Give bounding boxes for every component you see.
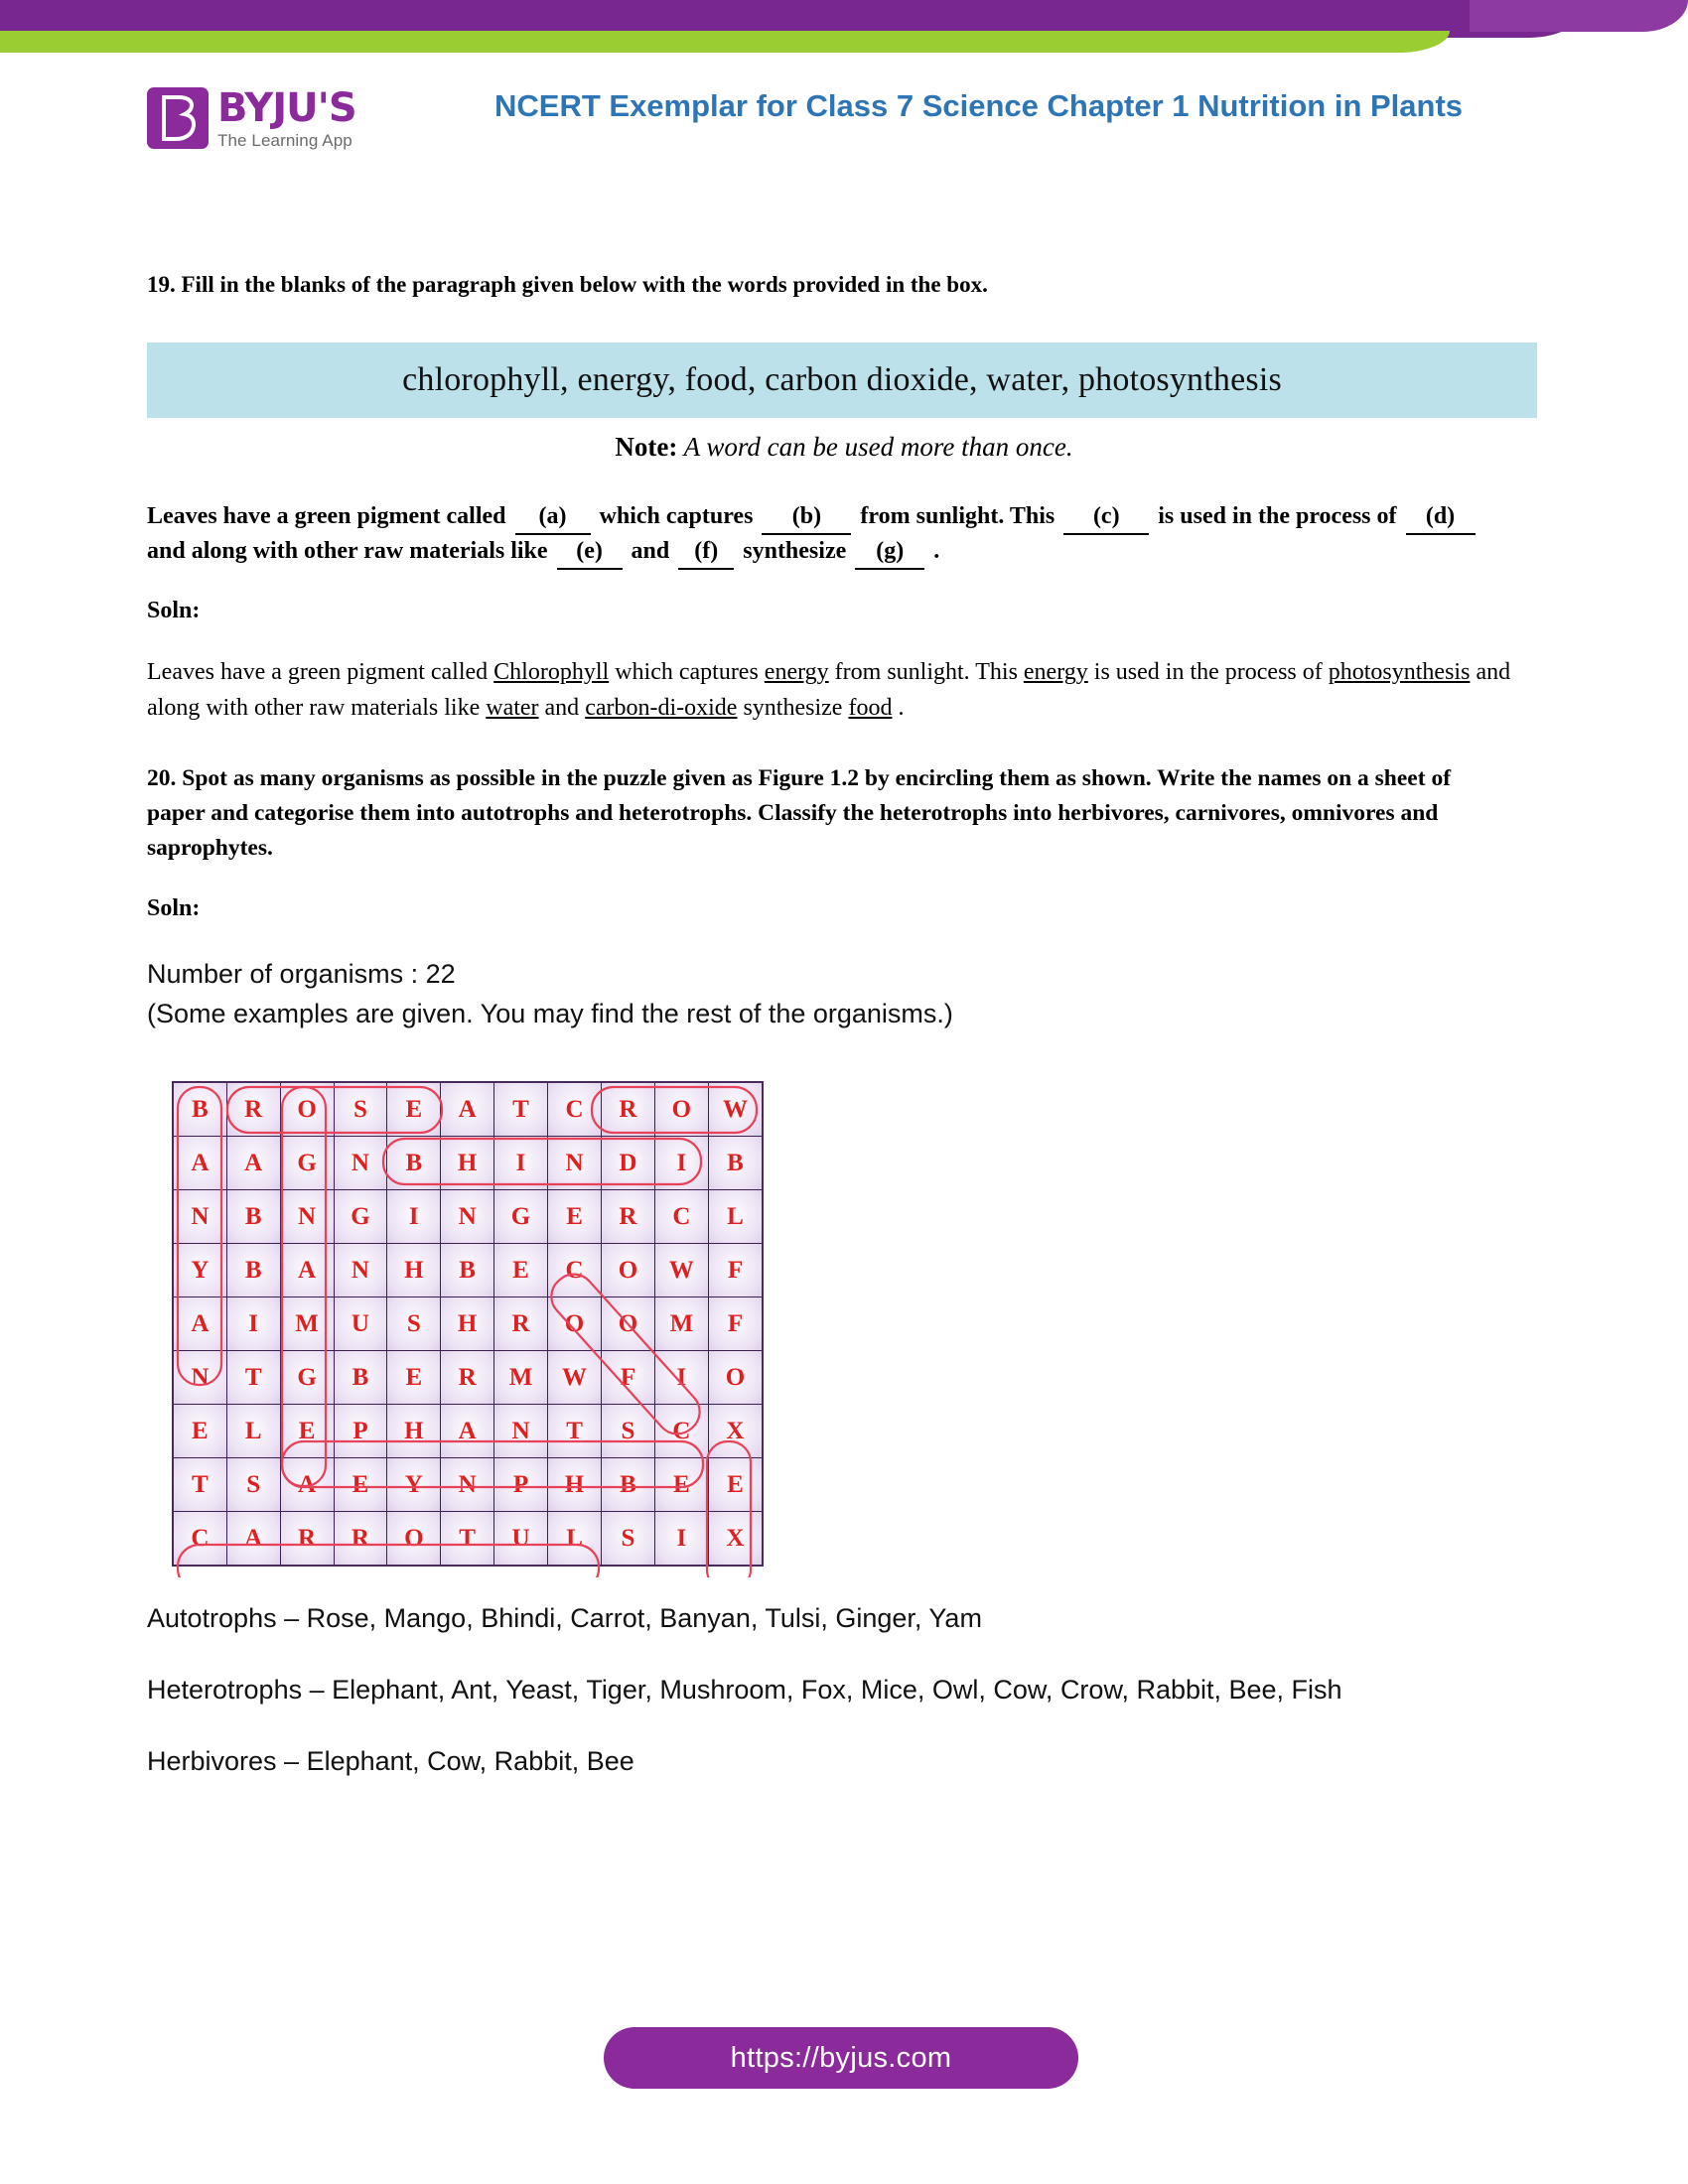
puzzle-cell-r7c1[interactable]: E [173,1405,226,1458]
puzzle-row [173,1190,763,1244]
puzzle-cell-r9c9[interactable]: S [602,1512,655,1567]
puzzle-cell-r4c8[interactable]: C [548,1244,602,1297]
ans-seg-8: . [898,695,905,721]
ans-seg-6: and [544,695,580,721]
blank-d[interactable]: (d) [1406,500,1476,535]
word-search-puzzle [172,1081,764,1567]
question-20-soln-label: Soln: [147,895,201,921]
herbivores-line: Herbivores – Elephant, Cow, Rabbit, Bee [147,1746,634,1776]
puzzle-cell-r3c3[interactable]: N [280,1190,334,1244]
puzzle-cell-r2c6[interactable]: H [441,1137,494,1190]
question-19-heading: 19. Fill in the blanks of the paragraph given below with the words provided in the box. [147,272,988,297]
puzzle-cell-r5c4[interactable]: U [334,1297,387,1351]
puzzle-cell-r6c2[interactable]: T [226,1351,280,1405]
puzzle-row [173,1458,763,1512]
organism-count-line: Number of organisms : 22 [147,959,456,989]
puzzle-cell-r4c6[interactable]: B [441,1244,494,1297]
answer-g: food [848,695,893,721]
top-banner [0,0,1688,60]
puzzle-cell-r9c6[interactable]: T [441,1512,494,1567]
puzzle-cell-r1c10[interactable]: O [654,1082,708,1137]
puzzle-cell-r8c2[interactable]: S [226,1458,280,1512]
puzzle-cell-r9c1[interactable]: C [173,1512,226,1567]
question-20-heading: 20. Spot as many organisms as possible in the puzzle given as Figure 1.2 by encircling them as shown. Write the names on a sheet of paper and categorise them into autotrophs and heterotrophs. Classify the heterotrophs into herbivores, carnivores, omnivores and saprophytes. [147,765,1452,861]
puzzle-cell-r1c1[interactable]: B [173,1082,226,1137]
puzzle-cell-r2c4[interactable]: N [334,1137,387,1190]
puzzle-cell-r4c1[interactable]: Y [173,1244,226,1297]
puzzle-cell-r9c3[interactable]: R [280,1512,334,1567]
puzzle-cell-r7c6[interactable]: A [441,1405,494,1458]
puzzle-cell-r9c4[interactable]: R [334,1512,387,1567]
question-19-soln-label: Soln: [147,598,201,623]
puzzle-cell-r5c2[interactable]: I [226,1297,280,1351]
answer-d: photosynthesis [1328,659,1471,685]
puzzle-cell-r8c11[interactable]: E [708,1458,763,1512]
document-body [147,268,1541,1781]
byjus-url-button[interactable]: https://byjus.com [604,2027,1078,2089]
puzzle-cell-r7c10[interactable]: C [654,1405,708,1458]
puzzle-cell-r4c5[interactable]: H [387,1244,441,1297]
puzzle-row [173,1244,763,1297]
answer-f: carbon-di-oxide [585,695,738,721]
banner-purple-accent [1470,0,1688,32]
puzzle-cell-r8c6[interactable]: N [441,1458,494,1512]
puzzle-cell-r5c11[interactable]: F [708,1297,763,1351]
note-text: A word can be used more than once. [683,432,1073,462]
puzzle-cell-r5c5[interactable]: S [387,1297,441,1351]
puzzle-cell-r9c8[interactable]: L [548,1512,602,1567]
page-title: NCERT Exemplar for Class 7 Science Chapter 1 Nutrition in Plants [494,88,1464,123]
puzzle-cell-r8c1[interactable]: T [173,1458,226,1512]
puzzle-cell-r6c10[interactable]: I [654,1351,708,1405]
puzzle-cell-r8c4[interactable]: E [334,1458,387,1512]
puzzle-cell-r5c1[interactable]: A [173,1297,226,1351]
blank-seg-8: . [933,538,940,564]
ans-seg-5: and along with other raw materials like [147,659,1511,721]
puzzle-cell-r5c3[interactable]: M [280,1297,334,1351]
puzzle-cell-r8c5[interactable]: Y [387,1458,441,1512]
answer-e: water [486,695,539,721]
puzzle-cell-r1c9[interactable]: R [602,1082,655,1137]
ans-seg-7: synthesize [743,695,843,721]
puzzle-cell-r6c11[interactable]: O [708,1351,763,1405]
puzzle-cell-r6c8[interactable]: W [548,1351,602,1405]
puzzle-cell-r9c10[interactable]: I [654,1512,708,1567]
puzzle-cell-r9c11[interactable]: X [708,1512,763,1567]
puzzle-row [173,1512,763,1567]
puzzle-cell-r1c7[interactable]: T [494,1082,548,1137]
blank-seg-5: and along with other raw materials like [147,538,548,564]
puzzle-cell-r4c10[interactable]: W [654,1244,708,1297]
puzzle-cell-r3c9[interactable]: R [602,1190,655,1244]
puzzle-cell-r3c7[interactable]: G [494,1190,548,1244]
puzzle-cell-r7c9[interactable]: S [602,1405,655,1458]
puzzle-cell-r8c8[interactable]: H [548,1458,602,1512]
puzzle-cell-r9c7[interactable]: U [494,1512,548,1567]
autotrophs-line: Autotrophs – Rose, Mango, Bhindi, Carrot, Banyan, Tulsi, Ginger, Yam [147,1603,982,1633]
heterotrophs-line: Heterotrophs – Elephant, Ant, Yeast, Tiger, Mushroom, Fox, Mice, Owl, Cow, Crow, Rabbit, Bee, Fish [147,1675,1342,1705]
puzzle-cell-r3c10[interactable]: C [654,1190,708,1244]
letter-b-glyph-icon [156,93,200,143]
blank-c[interactable]: (c) [1063,500,1149,535]
blank-e[interactable]: (e) [557,535,623,570]
blank-seg-6: and [631,538,670,564]
blank-g[interactable]: (g) [855,535,924,570]
puzzle-cell-r6c3[interactable]: G [280,1351,334,1405]
byjus-logo-mark-icon [147,87,209,149]
brand-name: BYJU'S [217,85,356,131]
puzzle-row [173,1137,763,1190]
fill-in-blanks-paragraph [147,500,1489,570]
puzzle-cell-r4c4[interactable]: N [334,1244,387,1297]
puzzle-cell-r2c11[interactable]: B [708,1137,763,1190]
puzzle-cell-r8c7[interactable]: P [494,1458,548,1512]
puzzle-cell-r7c2[interactable]: L [226,1405,280,1458]
organism-note-line: (Some examples are given. You may find the rest of the organisms.) [147,999,953,1028]
puzzle-cell-r4c9[interactable]: O [602,1244,655,1297]
puzzle-cell-r2c7[interactable]: I [494,1137,548,1190]
brand-tagline: The Learning App [217,131,352,150]
puzzle-cell-r1c8[interactable]: C [548,1082,602,1137]
puzzle-cell-r3c5[interactable]: I [387,1190,441,1244]
puzzle-cell-r7c3[interactable]: E [280,1405,334,1458]
blank-seg-7: synthesize [743,538,847,564]
puzzle-cell-r7c11[interactable]: X [708,1405,763,1458]
puzzle-cell-r6c9[interactable]: F [602,1351,655,1405]
blank-a[interactable]: (a) [515,500,591,535]
ans-seg-3: from sunlight. This [834,659,1018,685]
puzzle-cell-r2c5[interactable]: B [387,1137,441,1190]
puzzle-row [173,1405,763,1458]
puzzle-cell-r5c10[interactable]: M [654,1297,708,1351]
puzzle-cell-r3c4[interactable]: G [334,1190,387,1244]
ans-seg-1: Leaves have a green pigment called [147,659,489,685]
puzzle-cell-r5c6[interactable]: H [441,1297,494,1351]
puzzle-cell-r4c11[interactable]: F [708,1244,763,1297]
byjus-logo[interactable] [147,87,356,151]
puzzle-row [173,1351,763,1405]
answer-a: Chlorophyll [493,659,610,685]
organism-count-block [147,954,1541,1033]
byjus-logo-text [217,87,356,151]
puzzle-cell-r6c5[interactable]: E [387,1351,441,1405]
puzzle-grid [172,1081,764,1567]
puzzle-cell-r1c4[interactable]: S [334,1082,387,1137]
puzzle-cell-r9c2[interactable]: A [226,1512,280,1567]
blank-seg-3: from sunlight. This [860,503,1055,529]
question-19-answer-paragraph [147,654,1515,726]
puzzle-cell-r3c1[interactable]: N [173,1190,226,1244]
answer-b: energy [764,659,829,685]
word-bank-text: chlorophyll, energy, food, carbon dioxide, water, photosynthesis [402,361,1282,398]
puzzle-cell-r3c2[interactable]: B [226,1190,280,1244]
puzzle-cell-r5c8[interactable]: O [548,1297,602,1351]
ans-seg-4: is used in the process of [1093,659,1323,685]
puzzle-cell-r6c7[interactable]: M [494,1351,548,1405]
puzzle-cell-r1c2[interactable]: R [226,1082,280,1137]
puzzle-cell-r3c6[interactable]: N [441,1190,494,1244]
ans-seg-2: which captures [615,659,759,685]
puzzle-cell-r4c2[interactable]: B [226,1244,280,1297]
puzzle-cell-r2c8[interactable]: N [548,1137,602,1190]
page-header [0,77,1688,187]
banner-green-stripe [0,31,1450,53]
puzzle-cell-r4c3[interactable]: A [280,1244,334,1297]
puzzle-cell-r3c11[interactable]: L [708,1190,763,1244]
puzzle-cell-r1c6[interactable]: A [441,1082,494,1137]
puzzle-cell-r2c1[interactable]: A [173,1137,226,1190]
puzzle-cell-r7c7[interactable]: N [494,1405,548,1458]
note-label: Note: [615,432,678,462]
puzzle-cell-r4c7[interactable]: E [494,1244,548,1297]
blank-seg-1: Leaves have a green pigment called [147,503,506,529]
puzzle-cell-r3c8[interactable]: E [548,1190,602,1244]
puzzle-cell-r6c1[interactable]: N [173,1351,226,1405]
puzzle-cell-r5c7[interactable]: R [494,1297,548,1351]
puzzle-cell-r9c5[interactable]: O [387,1512,441,1567]
word-bank-box [147,342,1537,418]
puzzle-cell-r6c6[interactable]: R [441,1351,494,1405]
puzzle-cell-r8c9[interactable]: B [602,1458,655,1512]
puzzle-row [173,1297,763,1351]
blank-seg-4: is used in the process of [1158,503,1397,529]
puzzle-cell-r2c2[interactable]: A [226,1137,280,1190]
puzzle-cell-r2c10[interactable]: I [654,1137,708,1190]
puzzle-cell-r2c9[interactable]: D [602,1137,655,1190]
puzzle-cell-r7c8[interactable]: T [548,1405,602,1458]
puzzle-cell-r7c5[interactable]: H [387,1405,441,1458]
puzzle-cell-r5c9[interactable]: O [602,1297,655,1351]
puzzle-cell-r8c3[interactable]: A [280,1458,334,1512]
blank-f[interactable]: (f) [678,535,734,570]
blank-b[interactable]: (b) [762,500,851,535]
puzzle-cell-r1c5[interactable]: E [387,1082,441,1137]
word-bank-note [147,432,1541,463]
puzzle-cell-r7c4[interactable]: P [334,1405,387,1458]
puzzle-cell-r8c10[interactable]: E [654,1458,708,1512]
puzzle-row [173,1082,763,1137]
puzzle-cell-r1c11[interactable]: W [708,1082,763,1137]
puzzle-cell-r6c4[interactable]: B [334,1351,387,1405]
puzzle-cell-r2c3[interactable]: G [280,1137,334,1190]
blank-seg-2: which captures [599,503,754,529]
answer-c: energy [1023,659,1088,685]
puzzle-cell-r1c3[interactable]: O [280,1082,334,1137]
